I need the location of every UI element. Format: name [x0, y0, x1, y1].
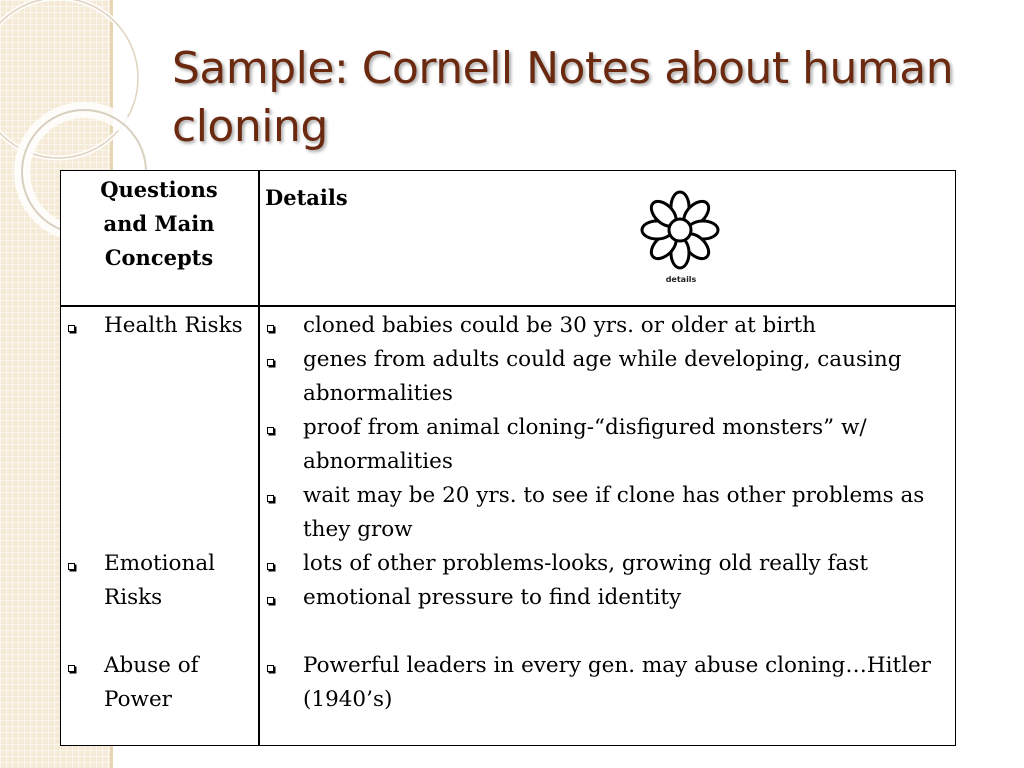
concept-item	[61, 309, 258, 343]
concepts-column	[61, 309, 258, 717]
detail-item	[260, 411, 956, 479]
square-bullet-icon	[267, 495, 274, 502]
detail-item	[260, 309, 956, 343]
concept-label: Health Risks	[104, 313, 243, 338]
detail-text: proof from animal cloning-“disfigured monsters” w/ abnormalities	[303, 415, 867, 474]
square-bullet-icon	[68, 563, 75, 570]
detail-text: lots of other problems-looks, growing old really fast	[303, 551, 868, 576]
detail-item	[260, 581, 956, 615]
header-details: Details	[265, 185, 348, 210]
detail-text: wait may be 20 yrs. to see if clone has other problems as they grow	[303, 483, 925, 542]
detail-item	[260, 343, 956, 411]
square-bullet-icon	[267, 325, 274, 332]
detail-text: emotional pressure to find identity	[303, 585, 682, 610]
detail-item	[260, 547, 956, 581]
flower-icon	[635, 185, 725, 275]
square-bullet-icon	[267, 427, 274, 434]
concept-item	[61, 547, 258, 615]
detail-text: cloned babies could be 30 yrs. or older at birth	[303, 313, 816, 338]
square-bullet-icon	[68, 325, 75, 332]
cornell-notes-table	[60, 170, 956, 746]
detail-item	[260, 479, 956, 547]
details-column	[260, 309, 956, 717]
detail-item	[260, 649, 956, 717]
header-divider	[61, 305, 955, 307]
concept-label: Emotional Risks	[104, 551, 216, 610]
concept-item	[61, 649, 258, 717]
square-bullet-icon	[267, 359, 274, 366]
square-bullet-icon	[68, 665, 75, 672]
square-bullet-icon	[267, 597, 274, 604]
header-questions-and-main-concepts: Questions and Main Concepts	[100, 177, 218, 270]
flower-caption: details	[665, 275, 697, 284]
detail-text: genes from adults could age while developing, causing abnormalities	[303, 347, 902, 406]
slide-title: Sample: Cornell Notes about human cloning	[172, 43, 954, 152]
concept-label: Abuse of Power	[104, 653, 199, 712]
square-bullet-icon	[267, 665, 274, 672]
detail-text: Powerful leaders in every gen. may abuse cloning…Hitler (1940’s)	[303, 653, 931, 712]
square-bullet-icon	[267, 563, 274, 570]
